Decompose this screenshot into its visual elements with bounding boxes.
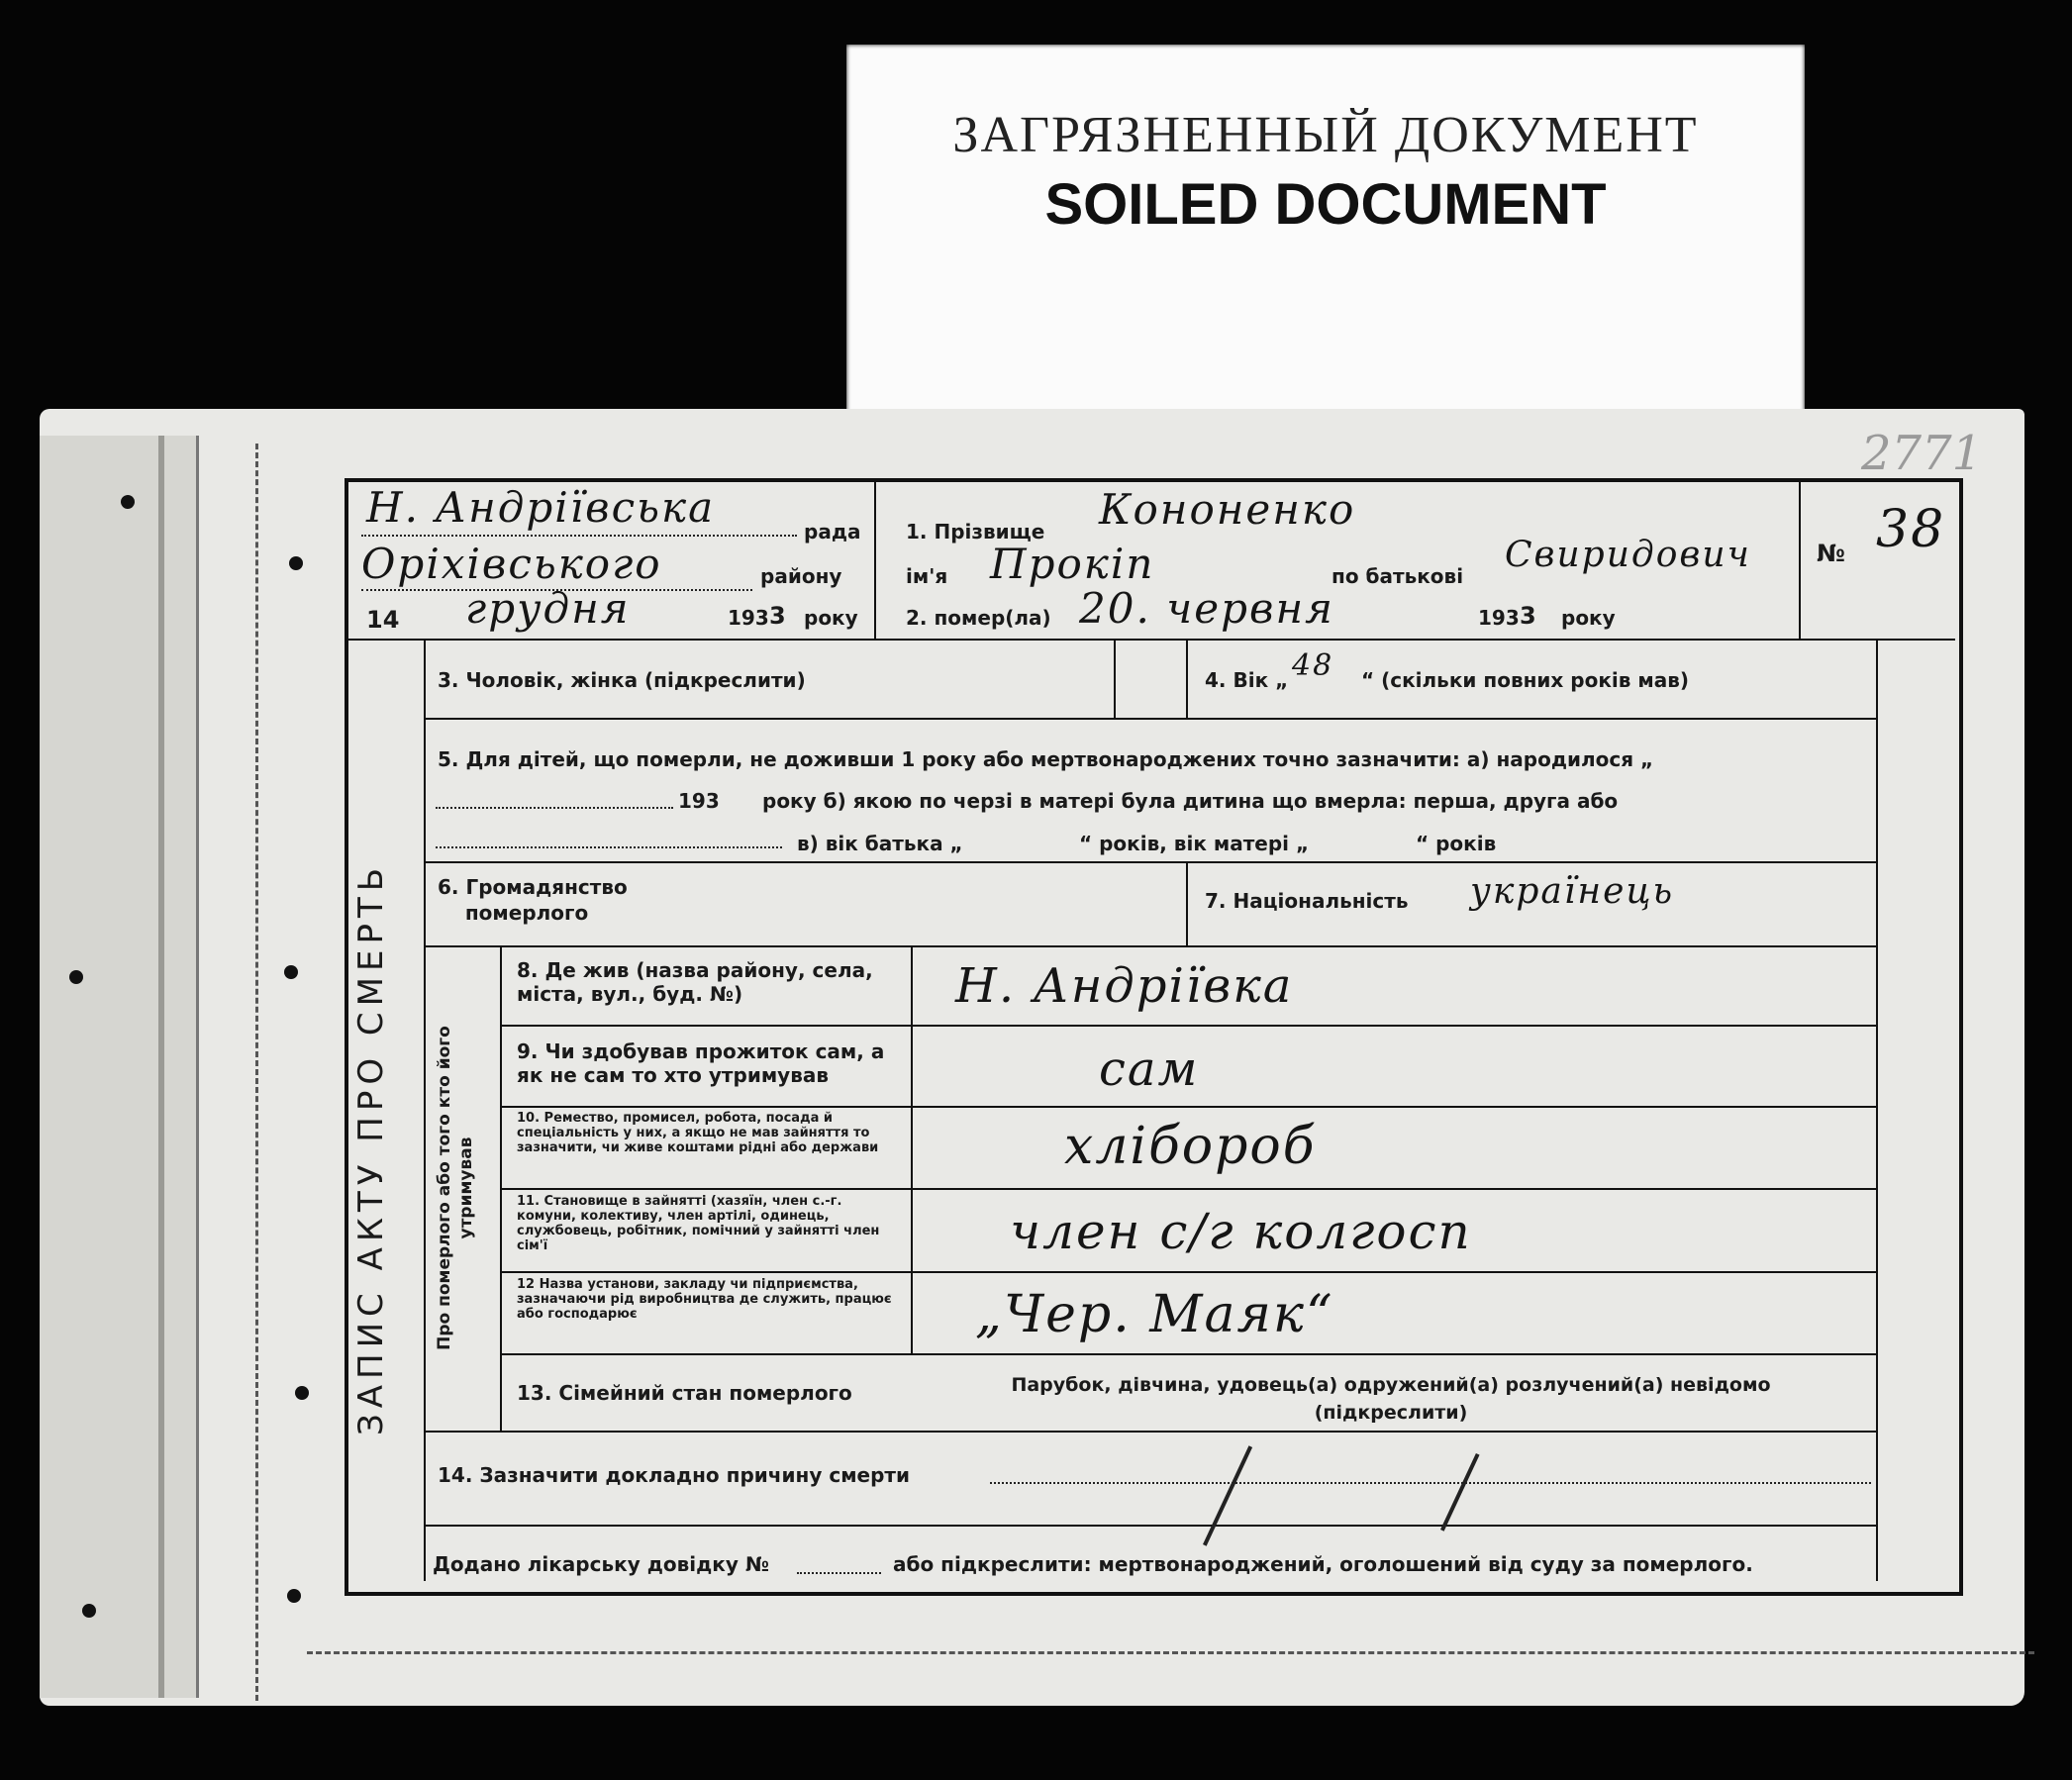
binding-hole (69, 970, 83, 984)
perforation-horizontal (307, 1651, 2034, 1654)
slip-russian-text: ЗАГРЯЗНЕННЫЙ ДОКУМЕНТ (952, 107, 1699, 163)
field-5-line3c: “ років (1416, 832, 1497, 855)
field-5-line1: 5. Для дітей, що померли, не доживши 1 року або мертвонароджених точно зазначити: а) народилося „ (438, 747, 1654, 771)
header-divider (874, 482, 876, 641)
record-title-vertical: ЗАПИС АКТУ ПРО СМЕРТЬ (351, 861, 391, 1435)
name-label: ім'я (906, 564, 948, 588)
binding-hole (82, 1604, 96, 1618)
row-rule (424, 861, 1876, 863)
fill-line (436, 807, 673, 809)
row-rule (424, 718, 1876, 720)
field-9-handwriting: сам (1099, 1041, 1200, 1097)
died-label: 2. помер(ла) (906, 606, 1051, 630)
binding-fold (158, 436, 164, 1698)
name-handwriting: Прокіп (990, 540, 1155, 588)
died-year: 193 (1478, 606, 1520, 630)
field-4-age-handwriting: 48 (1292, 648, 1334, 683)
surname-handwriting: Кононенко (1099, 485, 1356, 534)
row-rule (424, 1525, 1876, 1527)
row-rule (500, 1188, 1876, 1190)
sheet-number: 2771 (1861, 426, 1983, 481)
field-5-year: 193 (678, 789, 720, 813)
field-3-sex: 3. Чоловік, жінка (підкреслити) (438, 668, 806, 692)
label-column-divider (911, 945, 913, 1353)
binding-hole (287, 1589, 301, 1603)
field-14-cause-of-death: 14. Зазначити докладно причину смерти (438, 1463, 911, 1487)
date-year: 193 (728, 606, 769, 630)
fill-line (361, 535, 797, 537)
field-11-handwriting: член с/г колгосп (1010, 1203, 1472, 1260)
slip-english-text: SOILED DOCUMENT (1044, 172, 1607, 237)
field-4-age-post: “ (скільки повних років мав) (1361, 668, 1690, 692)
field-10-occupation: 10. Ремество, промисел, робота, посада й спеціальність у них, а якщо не мав зайняття то зазначити, чи живе коштами рідні або держави (517, 1111, 879, 1155)
binding-hole (289, 556, 303, 570)
died-year-suffix: 3 (1520, 602, 1536, 630)
form-frame (345, 478, 1963, 1596)
date-month-handwriting: грудня (465, 584, 631, 633)
soiled-document-slip (846, 45, 1805, 436)
field-5-line3: в) вік батька „ (797, 832, 963, 855)
binding-hole (284, 965, 298, 979)
header-divider (1799, 482, 1801, 641)
perforation-vertical (255, 444, 258, 1701)
binding-hole (121, 495, 135, 509)
field-7-nationality: 7. Національність (1205, 889, 1409, 913)
field-12-institution: 12 Назва установи, закладу чи підприємства, зазначаючи рід виробництва де служить, працює або господарює (517, 1277, 892, 1322)
row6-divider (1186, 861, 1188, 945)
surname-label: 1. Прізвище (906, 520, 1045, 544)
field-10-handwriting: хлібороб (1064, 1117, 1317, 1176)
row-rule (500, 1106, 1876, 1108)
field-13-marital: 13. Сімейний стан померлого (517, 1381, 852, 1405)
title-column-divider (424, 641, 426, 1581)
row-rule (500, 1353, 1876, 1355)
died-date-handwriting: 20. червня (1079, 584, 1334, 633)
footer-medical-certificate: Додано лікарську довідку № (433, 1552, 769, 1576)
field-7-handwriting: українець (1470, 871, 1675, 912)
record-number-handwriting: 38 (1876, 500, 1946, 559)
died-year-label: року (1561, 606, 1616, 630)
footer-alternatives: або підкреслити: мертвонароджений, оголошений від суду за померлого. (893, 1552, 1753, 1576)
field-13-options: Парубок, дівчина, удовець(а) одружений(а) розлучений(а) невідомо (підкреслити) (1011, 1374, 1771, 1424)
row-rule (500, 1025, 1876, 1027)
field-8-residence: 8. Де жив (назва району, села, міста, вул., буд. №) (517, 958, 873, 1006)
field-5-line3b: “ років, вік матері „ (1079, 832, 1310, 855)
field-12-handwriting: „Чер. Маяк“ (975, 1285, 1334, 1344)
card-binding-strip (40, 436, 199, 1698)
date-day: 14 (366, 606, 400, 634)
row3-divider (1186, 641, 1188, 720)
date-year-suffix: 3 (769, 602, 786, 630)
field-8-handwriting: Н. Андріївка (955, 958, 1294, 1014)
council-handwriting: Н. Андріївська (366, 483, 716, 532)
header-bottom-rule (348, 639, 1955, 641)
fill-line (797, 1572, 881, 1574)
record-number-label: № (1817, 540, 1845, 567)
field-5-line2: року б) якою по черзі в матері була дитина що вмерла: перша, друга або (762, 789, 1619, 813)
row-rule (424, 1431, 1876, 1433)
council-label: рада (804, 520, 861, 544)
field-6-citizenship: 6. Громадянство померлого (438, 875, 628, 925)
field-11-employment-status: 11. Становище в зайнятті (хазяїн, член с.-г. комуни, колективу, член артілі, одинець, службовець, робітник, помічний у зайнятті член сім'ї (517, 1194, 880, 1253)
district-label: району (760, 564, 842, 588)
fill-line (990, 1482, 1871, 1484)
patronymic-label: по батькові (1332, 564, 1464, 588)
row-rule (500, 1271, 1876, 1273)
date-year-label: року (804, 606, 858, 630)
field-4-age-pre: 4. Вік „ (1205, 668, 1289, 692)
patronymic-handwriting: Свиридович (1505, 535, 1751, 575)
row-rule (424, 945, 1876, 947)
right-margin-divider (1876, 641, 1878, 1581)
row3-divider (1114, 641, 1116, 720)
field-9-livelihood: 9. Чи здобував прожиток сам, а як не сам то хто утримував (517, 1039, 885, 1087)
record-subtitle-vertical: Про померлого або того кто його утримував (435, 1026, 476, 1350)
binding-hole (295, 1386, 309, 1400)
district-handwriting: Оріхівського (361, 540, 662, 588)
fill-line (436, 846, 782, 848)
